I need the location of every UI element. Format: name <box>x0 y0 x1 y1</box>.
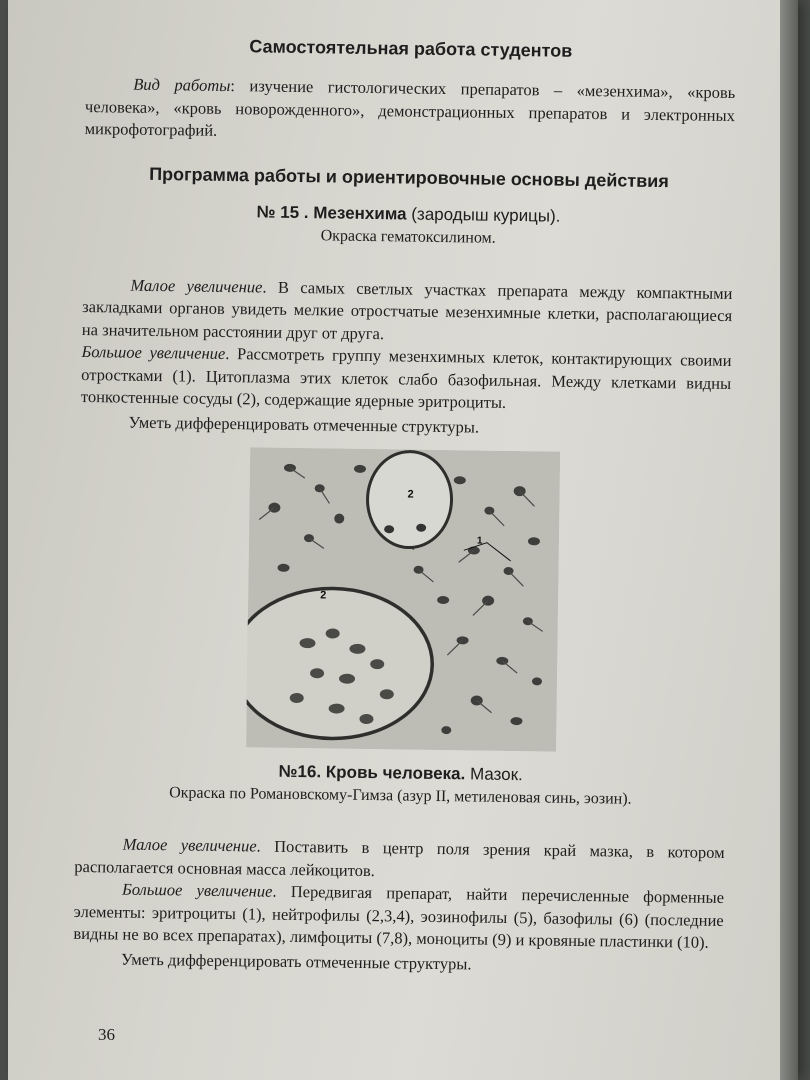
task16-skill: Уметь дифференцировать отмеченные структуры. <box>120 949 472 973</box>
task15-name: Мезенхима <box>313 202 407 223</box>
task16-high-text: . Передвигая препарат, найти перечисленные форменные элементы: эритроциты (1), нейтрофилы (2,3,4), эозинофилы (5), базофилы (6) (последние видны не во всех препаратах), лимфоциты (7,8), моноциты (9) и кровяные пластинки (10). <box>73 881 725 952</box>
work-type-paragraph <box>85 73 736 150</box>
task15-high-text: . Рассмотреть группу мезенхимных клеток, контактирующих своими отростками (1). Цитоплазма этих клеток слабо базофильная. Между клетками видны тонкостенные сосуды (2), содержащие ядерные эритроциты. <box>80 343 732 412</box>
task15-number: № 15 . <box>256 201 309 222</box>
work-type-text: : изучение гистологических препаратов – «мезенхима», «кровь человека», «кровь новорожденного», демонстрационных препаратов и электронных микрофотографий. <box>84 76 736 140</box>
task16-low-text: . Поставить в центр поля зрения край мазка, в котором располагается основная масса лейкоцитов. <box>74 836 725 880</box>
task16-low-label: Малое увеличение <box>122 834 257 856</box>
task15-high-label: Большое увеличение <box>81 341 226 363</box>
program-title: Программа работы и ориентировочные основы действия <box>149 163 669 191</box>
figure-label-vessel-small: 2 <box>407 488 414 501</box>
task15-low-text: . В самых светлых участках препарата между компактными закладками органов увидеть мелкие отростчатые мезенхимные клетки, располагающиеся на значительном расстоянии друг от друга. <box>81 276 733 343</box>
task15-low-paragraph <box>82 273 733 350</box>
task16-number: №16. <box>278 761 322 782</box>
task15-skill: Уметь дифференцировать отмеченные структуры. <box>128 412 480 437</box>
task15-stain: Окраска гематоксилином. <box>320 226 496 247</box>
book-page <box>8 0 798 1080</box>
page-content <box>73 34 736 979</box>
task16-subtitle: Мазок. <box>469 764 523 785</box>
page-edge <box>780 0 798 1080</box>
page-number: 36 <box>98 1025 115 1044</box>
mesenchyme-micrograph <box>246 447 560 751</box>
task15-high-paragraph <box>81 341 732 418</box>
task16-stain: Окраска по Романовскому-Гимза (азур II, метиленовая синь, эозин). <box>169 784 632 808</box>
work-type-label: Вид работы <box>133 74 231 96</box>
task16-name: Кровь человека. <box>325 762 466 784</box>
task15-subtitle: (зародыш курицы). <box>411 204 561 226</box>
figure-label-vessel-large: 2 <box>320 589 327 602</box>
task15-low-label: Малое увеличение <box>130 275 263 296</box>
task16-high-paragraph <box>73 878 724 955</box>
section-title: Самостоятельная работа студентов <box>249 36 573 61</box>
figure-label-cells: 1 <box>476 535 483 547</box>
task16-high-label: Большое увеличение <box>121 879 273 901</box>
